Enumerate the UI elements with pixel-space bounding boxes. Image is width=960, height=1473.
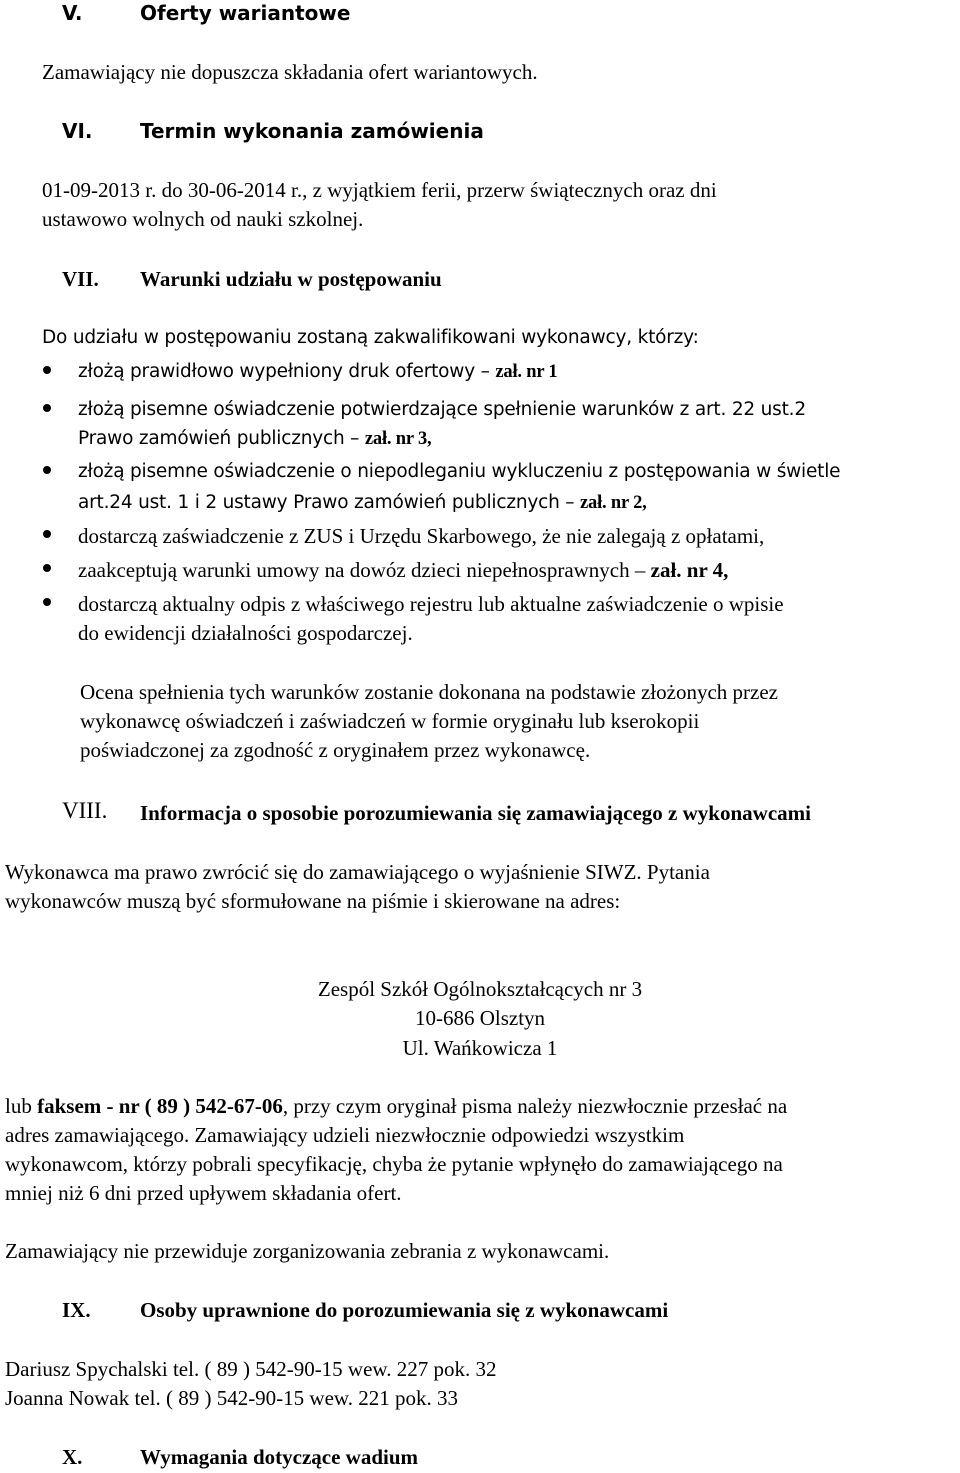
- bullet-icon: [43, 466, 51, 474]
- reply-line2: adres zamawiającego. Zamawiający udzieli niezwłocznie odpowiedzi wszystkim: [5, 1123, 685, 1147]
- assessment-line3: poświadczonej za zgodność z oryginałem przez wykonawcę.: [80, 738, 591, 762]
- section-viii-line1: Wykonawca ma prawo zwrócić się do zamawiającego o wyjaśnienie SIWZ. Pytania: [5, 860, 710, 884]
- section-v-title: Oferty wariantowe: [140, 1, 351, 25]
- section-x-number: X.: [62, 1445, 83, 1469]
- condition-3-line2: art.24 ust. 1 i 2 ustawy Prawo zamówień publicznych – zał. nr 2,: [78, 492, 647, 513]
- condition-4: dostarczą zaświadczenie z ZUS i Urzędu Skarbowego, że nie zalegają z opłatami,: [78, 524, 765, 548]
- condition-6-line1: dostarczą aktualny odpis z właściwego rejestru lub aktualne zaświadczenie o wpisie: [78, 592, 784, 616]
- condition-2-line2: Prawo zamówień publicznych – zał. nr 3,: [78, 428, 432, 449]
- section-vii-intro: Do udziału w postępowaniu zostaną zakwalifikowani wykonawcy, którzy:: [42, 327, 699, 348]
- reply-line4: mniej niż 6 dni przed upływem składania ofert.: [5, 1181, 402, 1205]
- condition-3-line1: złożą pisemne oświadczenie o niepodleganiu wykluczeniu z postępowania w świetle: [78, 461, 841, 482]
- section-x-title: Wymagania dotyczące wadium: [140, 1445, 419, 1469]
- condition-6-line2: do ewidencji działalności gospodarczej.: [78, 621, 413, 645]
- section-vii-number: VII.: [62, 267, 99, 291]
- condition-1: złożą prawidłowo wypełniony druk ofertowy – zał. nr 1: [78, 361, 558, 382]
- assessment-line1: Ocena spełnienia tych warunków zostanie dokonana na podstawie złożonych przez: [80, 680, 778, 704]
- assessment-line2: wykonawcę oświadczeń i zaświadczeń w formie oryginału lub kserokopii: [80, 709, 700, 733]
- bullet-icon: [43, 366, 51, 374]
- no-meeting-line: Zamawiający nie przewiduje zorganizowania zebrania z wykonawcami.: [5, 1239, 610, 1263]
- section-vii-title: Warunki udziału w postępowaniu: [140, 267, 442, 291]
- contact-2: Joanna Nowak tel. ( 89 ) 542-90-15 wew. 221 pok. 33: [5, 1386, 458, 1410]
- section-v-text: Zamawiający nie dopuszcza składania ofert wariantowych.: [42, 60, 538, 84]
- condition-5: zaakceptują warunki umowy na dowóz dzieci niepełnosprawnych – zał. nr 4,: [78, 558, 729, 582]
- bullet-icon: [43, 404, 51, 412]
- reply-line3: wykonawcom, którzy pobrali specyfikację, chyba że pytanie wpłynęło do zamawiającego na: [5, 1152, 783, 1176]
- section-vi-number: VI.: [62, 119, 93, 143]
- condition-2-line1: złożą pisemne oświadczenie potwierdzające spełnienie warunków z art. 22 ust.2: [78, 399, 806, 420]
- section-vi-line2: ustawowo wolnych od nauki szkolnej.: [42, 207, 364, 231]
- address-street: Ul. Wańkowicza 1: [402, 1036, 558, 1060]
- section-vi-line1: 01-09-2013 r. do 30-06-2014 r., z wyjątkiem ferii, przerw świątecznych oraz dni: [42, 178, 717, 202]
- contact-1: Dariusz Spychalski tel. ( 89 ) 542-90-15 wew. 227 pok. 32: [5, 1357, 497, 1381]
- fax-line: lub faksem - nr ( 89 ) 542-67-06, przy czym oryginał pisma należy niezwłocznie przesłać na: [5, 1094, 788, 1118]
- section-vi-title: Termin wykonania zamówienia: [140, 119, 484, 143]
- section-ix-number: IX.: [62, 1298, 91, 1322]
- address-school: Zespól Szkół Ogólnokształcących nr 3: [317, 977, 643, 1001]
- section-v-number: V.: [62, 1, 83, 25]
- bullet-icon: [43, 598, 51, 606]
- section-viii-number: VIII.: [62, 798, 108, 823]
- section-ix-title: Osoby uprawnione do porozumiewania się z wykonawcami: [140, 1298, 669, 1322]
- address-city: 10-686 Olsztyn: [414, 1006, 546, 1030]
- section-viii-line2: wykonawców muszą być sformułowane na piśmie i skierowane na adres:: [5, 889, 621, 913]
- section-viii-title: Informacja o sposobie porozumiewania się zamawiającego z wykonawcami: [140, 801, 811, 825]
- bullet-icon: [43, 530, 51, 538]
- bullet-icon: [43, 564, 51, 572]
